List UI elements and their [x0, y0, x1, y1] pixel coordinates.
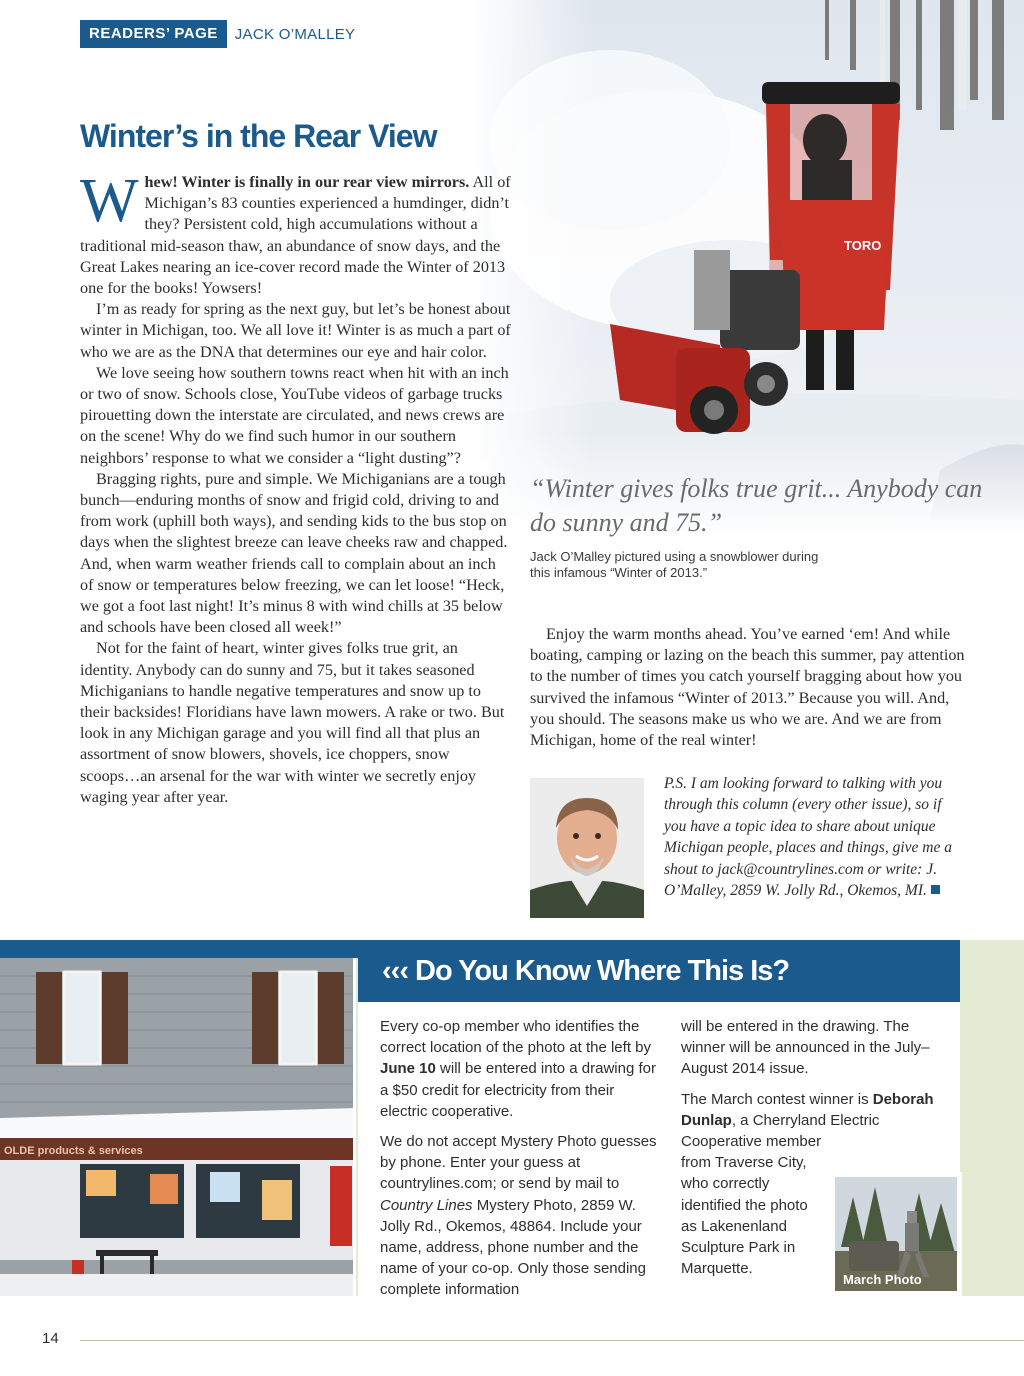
deadline-text: June 10	[380, 1060, 436, 1078]
pull-quote: “Winter gives folks true grit... Anybody can do sunny and 75.”	[530, 474, 983, 537]
contest-column-1	[380, 1016, 664, 1310]
contest-rules-text-2: will be entered into a drawing for a $50 credit for electricity from their electric cooperative.	[380, 1060, 656, 1120]
article-body-right	[530, 624, 970, 751]
article-title: Winter’s in the Rear View	[80, 118, 437, 154]
paragraph-4: Bragging rights, pure and simple. We Michiganians are a tough bunch—enduring months of snow and frigid cold, driving to and from work (uphill both ways), and sending kids to the bus stop on days when the slightest breeze can leave cheeks raw and chapped. And, when warm weather friends call to complain about an inch of snow or temperatures below freezing, we can let loose! “Heck, we got a foot last night! It’s minus 8 with wind chills at 35 below and schools have been closed all week!”	[80, 469, 508, 637]
postscript	[664, 773, 964, 901]
paragraph-5: Not for the faint of heart, winter gives folks true grit, an identity. Anybody can do sunny and 75, but it takes seasoned Michiganians to handle negative temperatures and snow up to their backsides! Floridians have lawn mowers. A rake or two. But look in any Michigan garage and you will find all that plus an assortment of snow blowers, shovels, ice choppers, snow scoops…an arsenal for the war with winter we secretly enjoy waging year after year.	[80, 639, 505, 806]
contest-rules-text: Every co-op member who identifies the correct location of the photo at the left by	[380, 1018, 651, 1057]
contest-title: ‹‹‹ Do You Know Where This Is?	[382, 954, 790, 987]
contest-entry-info	[380, 1131, 664, 1301]
author-name: JACK O’MALLEY	[234, 25, 356, 43]
march-photo-label: March Photo	[843, 1272, 922, 1287]
contest-rules	[380, 1016, 664, 1122]
mystery-photo	[0, 958, 356, 1296]
photo-caption: Jack O’Malley pictured using a snowblower during this infamous “Winter of 2013.”	[530, 549, 819, 580]
winner-text-2: , a Cherryland Electric Cooperative member	[681, 1111, 880, 1151]
magazine-name: Country Lines	[380, 1196, 473, 1214]
winner-location: from Traverse City, who correctly identified the photo as Lakenenland Sculpture Park in Marquette.	[681, 1154, 808, 1278]
author-portrait	[530, 778, 644, 918]
drawing-info: will be entered in the drawing. The winner will be announced in the July–August 2014 issue.	[681, 1018, 930, 1078]
winner-info	[681, 1089, 951, 1153]
drop-cap: W	[80, 167, 139, 235]
paragraph-6: Enjoy the warm months ahead. You’ve earned ‘em! And while boating, camping or lazing on the beach this summer, pay attention to the number of times you catch yourself bragging about how you survived the infamous “Winter of 2013.” Because you will. And, you should. The seasons make us who we are. And we are from Michigan, home of the real winter!	[530, 625, 965, 750]
entry-text: We do not accept Mystery Photo guesses by phone. Enter your guess at countrylines.com; or send by mail to	[380, 1133, 657, 1193]
store-sign-text: OLDE products & services	[4, 1145, 143, 1157]
lead-bold-text: hew! Winter is finally in our rear view mirrors.	[144, 173, 470, 191]
footer-divider	[80, 1340, 1024, 1341]
contest-title-bar	[358, 940, 960, 1002]
postscript-text: P.S. I am looking forward to talking with you through this column (every other issue), so if you have a topic idea to share about unique Michigan people, places and things, give me a shout to jack@countrylines.com or write: J. O’Malley, 2859 W. Jolly Rd., Okemos, MI.	[664, 775, 952, 900]
lead-paragraph	[80, 167, 512, 299]
page-number: 14	[42, 1330, 59, 1347]
section-tag: READERS’ PAGE	[80, 20, 227, 48]
entry-text-2: Mystery Photo, 2859 W. Jolly Rd., Okemos, 48864. Include your name, address, phone number and the name of your co-op. Only those sending complete information	[380, 1196, 646, 1299]
article-body-left	[80, 167, 512, 808]
winner-text: The March contest winner is	[681, 1090, 873, 1108]
march-photo	[830, 1172, 962, 1296]
paragraph-2: I’m as ready for spring as the next guy, but let’s be honest about winter in Michigan, too. We all love it! Winter is as much a part of who we are as the DNA that determines our eye and hair color.	[80, 300, 511, 361]
winner-name: Deborah Dunlap	[681, 1090, 934, 1129]
lead-text: All of Michigan’s 83 counties experienced a humdinger, didn’t they? Persistent cold, high accumulations without a traditional mid-season thaw, an abundance of snow days, and the Great Lakes nearing an ice-cover record made the Winter of 2013 one for the books! Yowsers!	[80, 173, 511, 298]
section-header	[80, 20, 355, 48]
end-mark-icon	[931, 885, 940, 894]
march-photo-image	[835, 1177, 957, 1291]
paragraph-3: We love seeing how southern towns react when hit with an inch or two of snow. Schools close, YouTube videos of garbage trucks pirouetting down the interstate are circulated, and news crews are on the scene! Why do we find such humor in our southern neighbors’ response to what we consider a “light dusting”?	[80, 363, 509, 467]
